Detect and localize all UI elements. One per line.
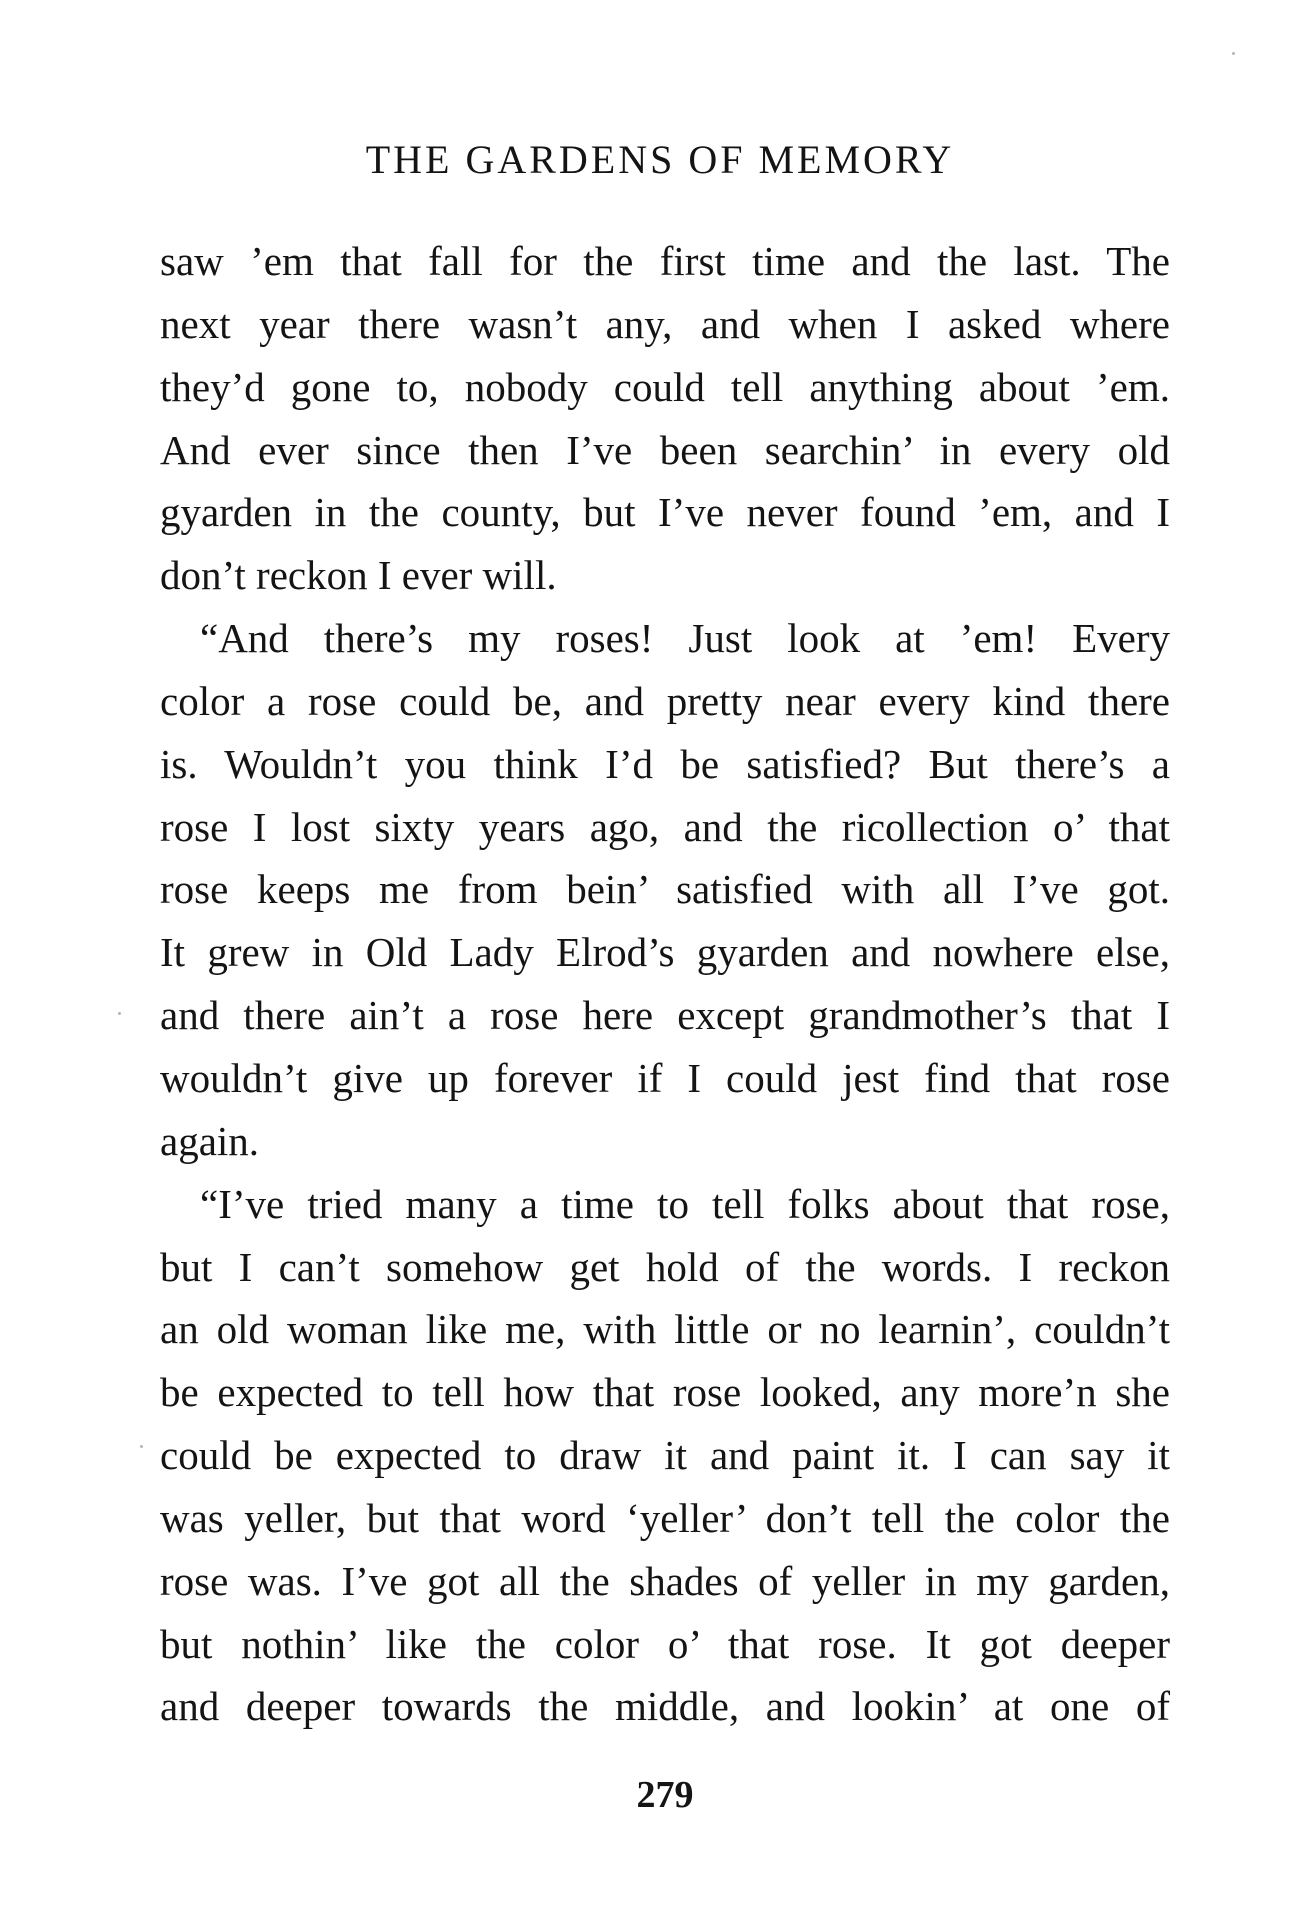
text-line: And ever since then I’ve been searchin’ in every old (160, 426, 1170, 473)
text-line: be expected to tell how that rose looked, any more’n she (160, 1369, 1170, 1416)
paper-speck (118, 1012, 121, 1015)
text-line: don’t reckon I ever will. (160, 552, 557, 599)
text-line: but nothin’ like the color o’ that rose. It got deeper (160, 1620, 1170, 1667)
text-line: color a rose could be, and pretty near every kind there (160, 677, 1170, 724)
text-line: and deeper towards the middle, and lookin’ at one of (160, 1683, 1170, 1730)
text-line: and there ain’t a rose here except grandmother’s that I (160, 992, 1170, 1039)
paper-speck (1232, 52, 1235, 55)
text-line: an old woman like me, with little or no learnin’, couldn’t (160, 1306, 1170, 1353)
text-line: rose was. I’ve got all the shades of yeller in my garden, (160, 1557, 1170, 1604)
paragraph-start-line: “I’ve tried many a time to tell folks about that rose, (200, 1180, 1170, 1227)
body-text (160, 230, 1170, 1738)
text-line: could be expected to draw it and paint it. I can say it (160, 1432, 1170, 1479)
text-line: but I can’t somehow get hold of the words. I reckon (160, 1243, 1170, 1290)
paragraph-start-line: “And there’s my roses! Just look at ’em! Every (200, 615, 1170, 662)
text-line: again. (160, 1117, 260, 1164)
text-line: rose keeps me from bein’ satisfied with all I’ve got. (160, 866, 1170, 913)
paper-speck (140, 1445, 143, 1448)
text-line: is. Wouldn’t you think I’d be satisfied? But there’s a (160, 740, 1170, 787)
page-number: 279 (636, 1774, 694, 1816)
text-line: was yeller, but that word ‘yeller’ don’t tell the color the (160, 1494, 1170, 1541)
text-line: gyarden in the county, but I’ve never found ’em, and I (160, 489, 1170, 536)
text-line: rose I lost sixty years ago, and the ricollection o’ that (160, 803, 1170, 850)
text-line: wouldn’t give up forever if I could jest find that rose (160, 1054, 1170, 1101)
text-line: they’d gone to, nobody could tell anything about ’em. (160, 363, 1170, 410)
text-line: next year there wasn’t any, and when I asked where (160, 300, 1170, 347)
text-line: saw ’em that fall for the first time and the last. The (160, 238, 1170, 284)
text-line: It grew in Old Lady Elrod’s gyarden and nowhere else, (160, 929, 1170, 976)
running-head-title: THE GARDENS OF MEMORY (365, 137, 955, 182)
